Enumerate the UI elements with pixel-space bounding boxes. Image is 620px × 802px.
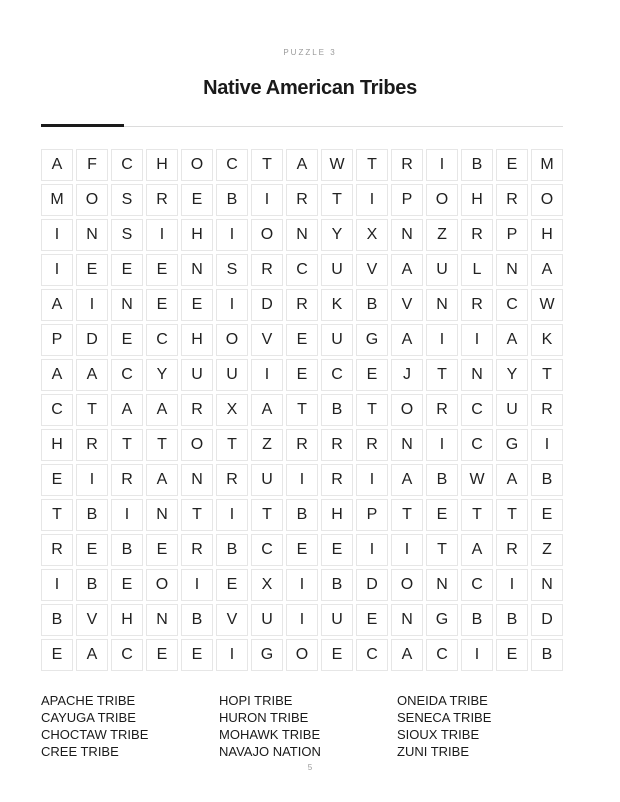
- grid-cell[interactable]: C: [496, 289, 528, 321]
- grid-cell[interactable]: E: [496, 149, 528, 181]
- grid-cell[interactable]: I: [216, 499, 248, 531]
- grid-cell[interactable]: R: [356, 429, 388, 461]
- grid-cell[interactable]: U: [251, 464, 283, 496]
- grid-cell[interactable]: X: [251, 569, 283, 601]
- page-title: Native American Tribes: [203, 77, 417, 99]
- grid-cell[interactable]: T: [41, 499, 73, 531]
- word-list-item: CAYUGA TRIBE: [41, 710, 136, 725]
- grid-cell[interactable]: G: [251, 639, 283, 671]
- grid-cell[interactable]: A: [391, 254, 423, 286]
- grid-cell[interactable]: B: [496, 604, 528, 636]
- grid-cell[interactable]: O: [251, 219, 283, 251]
- word-list-item: ONEIDA TRIBE: [397, 693, 488, 708]
- grid-cell[interactable]: N: [426, 289, 458, 321]
- grid-cell[interactable]: G: [356, 324, 388, 356]
- grid-cell[interactable]: T: [286, 394, 318, 426]
- grid-cell[interactable]: A: [76, 359, 108, 391]
- grid-cell[interactable]: N: [426, 569, 458, 601]
- grid-cell[interactable]: R: [286, 429, 318, 461]
- grid-cell[interactable]: B: [461, 149, 493, 181]
- grid-cell[interactable]: H: [461, 184, 493, 216]
- grid-cell[interactable]: T: [531, 359, 563, 391]
- grid-cell[interactable]: C: [111, 359, 143, 391]
- grid-cell[interactable]: R: [531, 394, 563, 426]
- grid-cell[interactable]: A: [496, 464, 528, 496]
- grid-cell[interactable]: T: [111, 429, 143, 461]
- grid-cell[interactable]: E: [426, 499, 458, 531]
- grid-cell[interactable]: N: [111, 289, 143, 321]
- grid-cell[interactable]: O: [181, 429, 213, 461]
- grid-cell[interactable]: A: [391, 464, 423, 496]
- grid-cell[interactable]: I: [216, 639, 248, 671]
- grid-cell[interactable]: A: [41, 289, 73, 321]
- grid-cell[interactable]: E: [111, 254, 143, 286]
- grid-cell[interactable]: U: [181, 359, 213, 391]
- grid-cell[interactable]: A: [111, 394, 143, 426]
- grid-cell[interactable]: I: [181, 569, 213, 601]
- grid-cell[interactable]: N: [181, 254, 213, 286]
- grid-cell[interactable]: A: [461, 534, 493, 566]
- grid-cell[interactable]: U: [321, 254, 353, 286]
- grid-cell[interactable]: I: [251, 184, 283, 216]
- grid-cell[interactable]: U: [321, 324, 353, 356]
- grid-cell[interactable]: P: [356, 499, 388, 531]
- grid-cell[interactable]: D: [356, 569, 388, 601]
- grid-cell[interactable]: E: [146, 289, 178, 321]
- grid-cell[interactable]: N: [146, 499, 178, 531]
- grid-cell[interactable]: T: [356, 394, 388, 426]
- grid-cell[interactable]: V: [391, 289, 423, 321]
- grid-cell[interactable]: B: [111, 534, 143, 566]
- grid-cell[interactable]: C: [216, 149, 248, 181]
- puzzle-label: PUZZLE 3: [283, 48, 337, 57]
- grid-cell[interactable]: T: [391, 499, 423, 531]
- grid-cell[interactable]: E: [76, 254, 108, 286]
- grid-cell[interactable]: Z: [251, 429, 283, 461]
- grid-cell[interactable]: I: [111, 499, 143, 531]
- grid-cell[interactable]: N: [286, 219, 318, 251]
- grid-cell[interactable]: T: [461, 499, 493, 531]
- grid-cell[interactable]: I: [41, 254, 73, 286]
- grid-cell[interactable]: D: [76, 324, 108, 356]
- grid-cell[interactable]: E: [41, 464, 73, 496]
- grid-cell[interactable]: N: [181, 464, 213, 496]
- grid-cell[interactable]: A: [76, 639, 108, 671]
- grid-cell[interactable]: L: [461, 254, 493, 286]
- grid-cell[interactable]: P: [391, 184, 423, 216]
- grid-cell[interactable]: N: [76, 219, 108, 251]
- grid-cell[interactable]: O: [426, 184, 458, 216]
- grid-cell[interactable]: N: [391, 604, 423, 636]
- grid-cell[interactable]: V: [356, 254, 388, 286]
- grid-cell[interactable]: A: [251, 394, 283, 426]
- grid-cell[interactable]: A: [496, 324, 528, 356]
- grid-cell[interactable]: I: [286, 464, 318, 496]
- grid-cell[interactable]: T: [251, 499, 283, 531]
- grid-cell[interactable]: B: [216, 184, 248, 216]
- grid-cell[interactable]: X: [216, 394, 248, 426]
- grid-cell[interactable]: M: [41, 184, 73, 216]
- grid-cell[interactable]: H: [531, 219, 563, 251]
- grid-cell[interactable]: C: [41, 394, 73, 426]
- grid-cell[interactable]: T: [426, 534, 458, 566]
- grid-cell[interactable]: E: [111, 324, 143, 356]
- grid-cell[interactable]: E: [286, 359, 318, 391]
- grid-cell[interactable]: E: [286, 324, 318, 356]
- grid-cell[interactable]: I: [251, 359, 283, 391]
- grid-cell[interactable]: A: [146, 464, 178, 496]
- grid-cell[interactable]: C: [461, 429, 493, 461]
- grid-cell[interactable]: I: [496, 569, 528, 601]
- page-number: 5: [307, 763, 313, 772]
- grid-cell[interactable]: E: [531, 499, 563, 531]
- grid-cell[interactable]: T: [181, 499, 213, 531]
- grid-cell[interactable]: E: [321, 534, 353, 566]
- grid-cell[interactable]: E: [356, 604, 388, 636]
- grid-cell[interactable]: U: [216, 359, 248, 391]
- grid-cell[interactable]: I: [146, 219, 178, 251]
- grid-cell[interactable]: T: [216, 429, 248, 461]
- grid-cell[interactable]: A: [146, 394, 178, 426]
- grid-cell[interactable]: H: [111, 604, 143, 636]
- grid-cell[interactable]: G: [496, 429, 528, 461]
- grid-cell[interactable]: E: [321, 639, 353, 671]
- word-list-item: HOPI TRIBE: [219, 693, 293, 708]
- grid-cell[interactable]: R: [111, 464, 143, 496]
- grid-cell[interactable]: O: [146, 569, 178, 601]
- grid-cell[interactable]: R: [286, 289, 318, 321]
- grid-cell[interactable]: C: [251, 534, 283, 566]
- grid-cell[interactable]: W: [321, 149, 353, 181]
- grid-cell[interactable]: S: [111, 219, 143, 251]
- grid-cell[interactable]: A: [41, 359, 73, 391]
- grid-cell[interactable]: B: [321, 394, 353, 426]
- grid-cell[interactable]: M: [531, 149, 563, 181]
- grid-cell[interactable]: Y: [146, 359, 178, 391]
- grid-cell[interactable]: N: [496, 254, 528, 286]
- grid-cell[interactable]: O: [391, 394, 423, 426]
- grid-cell[interactable]: B: [531, 464, 563, 496]
- grid-cell[interactable]: R: [461, 219, 493, 251]
- grid-cell[interactable]: Z: [426, 219, 458, 251]
- grid-cell[interactable]: D: [251, 289, 283, 321]
- grid-cell[interactable]: I: [216, 289, 248, 321]
- grid-cell[interactable]: E: [356, 359, 388, 391]
- word-search-grid: [41, 149, 563, 671]
- grid-cell[interactable]: B: [356, 289, 388, 321]
- grid-cell[interactable]: E: [146, 639, 178, 671]
- grid-cell[interactable]: O: [216, 324, 248, 356]
- grid-cell[interactable]: B: [286, 499, 318, 531]
- word-list-item: MOHAWK TRIBE: [219, 727, 321, 742]
- grid-cell[interactable]: E: [181, 184, 213, 216]
- word-list-item: SIOUX TRIBE: [397, 727, 480, 742]
- grid-cell[interactable]: E: [216, 569, 248, 601]
- grid-cell[interactable]: I: [76, 289, 108, 321]
- grid-cell[interactable]: R: [76, 429, 108, 461]
- grid-cell[interactable]: E: [286, 534, 318, 566]
- grid-cell[interactable]: E: [496, 639, 528, 671]
- grid-cell[interactable]: P: [496, 219, 528, 251]
- grid-cell[interactable]: S: [111, 184, 143, 216]
- grid-cell[interactable]: O: [391, 569, 423, 601]
- grid-cell[interactable]: T: [251, 149, 283, 181]
- grid-cell[interactable]: H: [146, 149, 178, 181]
- grid-cell[interactable]: J: [391, 359, 423, 391]
- grid-cell[interactable]: I: [356, 464, 388, 496]
- grid-cell[interactable]: O: [181, 149, 213, 181]
- grid-cell[interactable]: O: [531, 184, 563, 216]
- grid-cell[interactable]: W: [531, 289, 563, 321]
- grid-cell[interactable]: Y: [496, 359, 528, 391]
- grid-cell[interactable]: I: [461, 639, 493, 671]
- grid-cell[interactable]: T: [146, 429, 178, 461]
- grid-cell[interactable]: C: [111, 149, 143, 181]
- grid-cell[interactable]: E: [76, 534, 108, 566]
- grid-cell[interactable]: R: [496, 534, 528, 566]
- grid-cell[interactable]: I: [76, 464, 108, 496]
- grid-cell[interactable]: R: [146, 184, 178, 216]
- grid-cell[interactable]: A: [531, 254, 563, 286]
- grid-cell[interactable]: I: [391, 534, 423, 566]
- grid-cell[interactable]: Y: [321, 219, 353, 251]
- grid-cell[interactable]: B: [76, 499, 108, 531]
- grid-cell[interactable]: T: [496, 499, 528, 531]
- grid-cell[interactable]: R: [181, 534, 213, 566]
- grid-cell[interactable]: T: [321, 184, 353, 216]
- grid-cell[interactable]: R: [216, 464, 248, 496]
- grid-cell[interactable]: P: [41, 324, 73, 356]
- word-list-item: ZUNI TRIBE: [397, 744, 469, 759]
- grid-cell[interactable]: N: [391, 219, 423, 251]
- grid-cell[interactable]: U: [426, 254, 458, 286]
- grid-cell[interactable]: C: [461, 394, 493, 426]
- grid-cell[interactable]: D: [531, 604, 563, 636]
- grid-cell[interactable]: H: [181, 324, 213, 356]
- grid-cell[interactable]: C: [321, 359, 353, 391]
- grid-cell[interactable]: R: [391, 149, 423, 181]
- grid-cell[interactable]: C: [111, 639, 143, 671]
- grid-cell[interactable]: R: [321, 429, 353, 461]
- grid-cell[interactable]: N: [461, 359, 493, 391]
- grid-cell[interactable]: H: [181, 219, 213, 251]
- grid-cell[interactable]: I: [426, 324, 458, 356]
- grid-cell[interactable]: E: [146, 254, 178, 286]
- grid-cell[interactable]: I: [286, 569, 318, 601]
- grid-cell[interactable]: B: [321, 569, 353, 601]
- grid-cell[interactable]: V: [76, 604, 108, 636]
- grid-cell[interactable]: E: [146, 534, 178, 566]
- grid-cell[interactable]: E: [111, 569, 143, 601]
- grid-cell[interactable]: A: [391, 324, 423, 356]
- title-accent-bar: [41, 124, 124, 127]
- grid-cell[interactable]: R: [461, 289, 493, 321]
- grid-cell[interactable]: I: [356, 534, 388, 566]
- grid-cell[interactable]: A: [286, 149, 318, 181]
- grid-cell[interactable]: C: [286, 254, 318, 286]
- grid-cell[interactable]: K: [531, 324, 563, 356]
- grid-cell[interactable]: T: [76, 394, 108, 426]
- grid-cell[interactable]: I: [216, 219, 248, 251]
- word-list-item: HURON TRIBE: [219, 710, 309, 725]
- grid-cell[interactable]: V: [216, 604, 248, 636]
- grid-cell[interactable]: E: [181, 289, 213, 321]
- word-list-item: CREE TRIBE: [41, 744, 119, 759]
- grid-cell[interactable]: C: [146, 324, 178, 356]
- grid-cell[interactable]: X: [356, 219, 388, 251]
- grid-cell[interactable]: R: [181, 394, 213, 426]
- grid-cell[interactable]: B: [426, 464, 458, 496]
- grid-cell[interactable]: T: [356, 149, 388, 181]
- grid-cell[interactable]: B: [181, 604, 213, 636]
- grid-cell[interactable]: C: [461, 569, 493, 601]
- word-list: [41, 693, 581, 761]
- grid-cell[interactable]: I: [461, 324, 493, 356]
- grid-cell[interactable]: H: [321, 499, 353, 531]
- grid-cell[interactable]: B: [41, 604, 73, 636]
- grid-cell[interactable]: C: [356, 639, 388, 671]
- grid-cell[interactable]: N: [391, 429, 423, 461]
- grid-cell[interactable]: I: [41, 219, 73, 251]
- grid-cell[interactable]: B: [461, 604, 493, 636]
- grid-cell[interactable]: E: [181, 639, 213, 671]
- grid-cell[interactable]: B: [531, 639, 563, 671]
- grid-cell[interactable]: R: [41, 534, 73, 566]
- grid-cell[interactable]: S: [216, 254, 248, 286]
- word-list-item: CHOCTAW TRIBE: [41, 727, 149, 742]
- grid-cell[interactable]: N: [146, 604, 178, 636]
- grid-cell[interactable]: B: [216, 534, 248, 566]
- grid-cell[interactable]: O: [76, 184, 108, 216]
- grid-cell[interactable]: U: [251, 604, 283, 636]
- grid-cell[interactable]: Z: [531, 534, 563, 566]
- grid-cell[interactable]: O: [286, 639, 318, 671]
- grid-cell[interactable]: C: [426, 639, 458, 671]
- grid-cell[interactable]: F: [76, 149, 108, 181]
- grid-cell[interactable]: R: [321, 464, 353, 496]
- word-list-item: NAVAJO NATION: [219, 744, 321, 759]
- word-list-item: APACHE TRIBE: [41, 693, 136, 708]
- word-list-item: SENECA TRIBE: [397, 710, 492, 725]
- grid-cell[interactable]: I: [426, 429, 458, 461]
- grid-cell[interactable]: R: [496, 184, 528, 216]
- grid-cell[interactable]: R: [251, 254, 283, 286]
- grid-cell[interactable]: R: [286, 184, 318, 216]
- grid-cell[interactable]: H: [41, 429, 73, 461]
- grid-cell[interactable]: A: [41, 149, 73, 181]
- grid-cell[interactable]: I: [426, 149, 458, 181]
- grid-cell[interactable]: U: [496, 394, 528, 426]
- grid-cell[interactable]: U: [321, 604, 353, 636]
- grid-cell[interactable]: I: [531, 429, 563, 461]
- grid-cell[interactable]: I: [286, 604, 318, 636]
- grid-cell[interactable]: I: [356, 184, 388, 216]
- grid-cell[interactable]: I: [41, 569, 73, 601]
- grid-cell[interactable]: N: [531, 569, 563, 601]
- grid-cell[interactable]: R: [426, 394, 458, 426]
- grid-cell[interactable]: K: [321, 289, 353, 321]
- grid-cell[interactable]: W: [461, 464, 493, 496]
- grid-cell[interactable]: E: [41, 639, 73, 671]
- grid-cell[interactable]: A: [391, 639, 423, 671]
- grid-cell[interactable]: T: [426, 359, 458, 391]
- grid-cell[interactable]: G: [426, 604, 458, 636]
- grid-cell[interactable]: B: [76, 569, 108, 601]
- grid-cell[interactable]: V: [251, 324, 283, 356]
